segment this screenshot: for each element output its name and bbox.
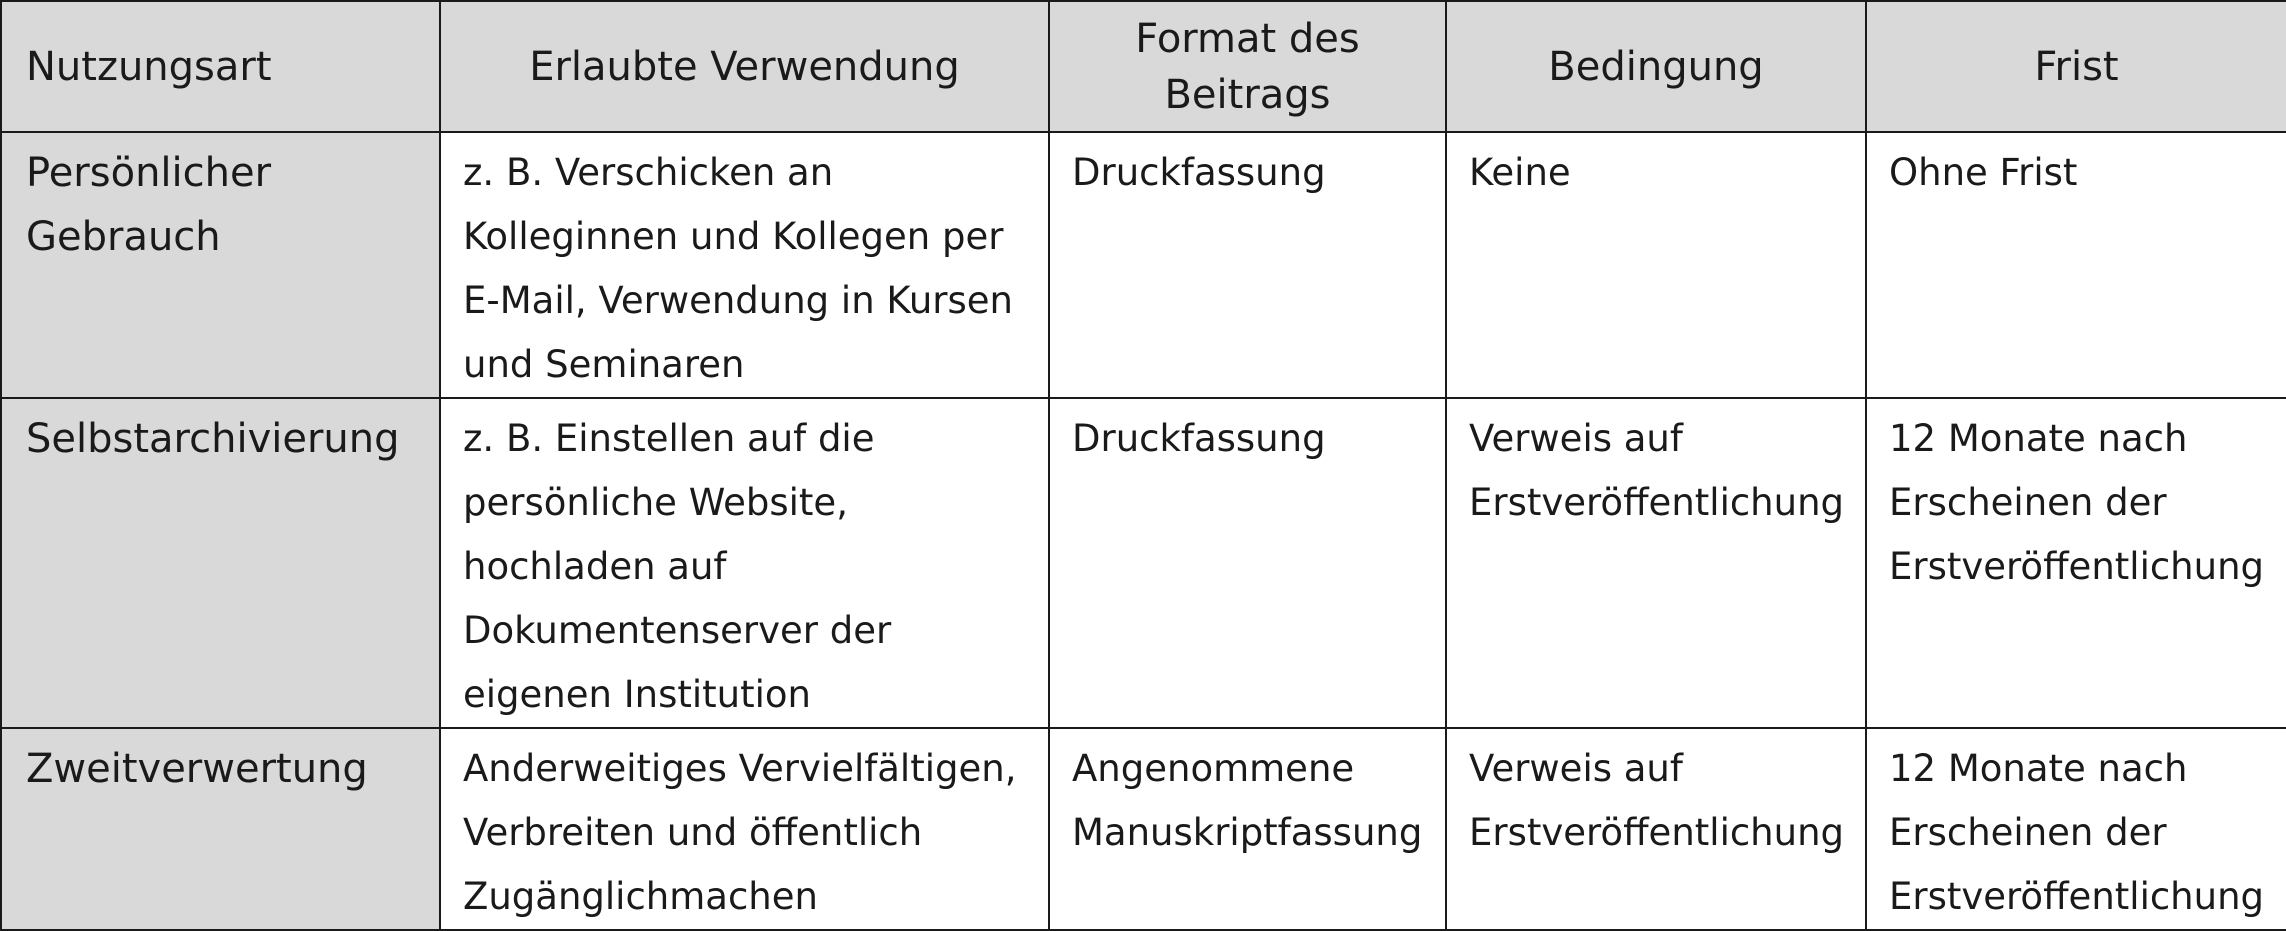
header-bedingung: Bedingung [1446,1,1866,132]
row-label [1,398,440,728]
table-row [1,728,2286,930]
cell-bedingung: Verweis auf Erstveröffentlichung [1446,728,1866,930]
row-label-text: Zweitverwertung [26,746,368,792]
cell-format: Druckfassung [1049,132,1446,398]
header-frist: Frist [1866,1,2286,132]
header-erlaubte-verwendung: Erlaubte Verwendung [440,1,1049,132]
cell-verwendung: z. B. Verschicken an Kolleginnen und Kollegen per E-Mail, Verwendung in Kursen und Seminaren [440,132,1049,398]
header-nutzungsart: Nutzungsart [1,1,440,132]
row-label [1,728,440,930]
table-row [1,398,2286,728]
cell-format: Angenommene Manuskriptfassung [1049,728,1446,930]
cell-bedingung: Keine [1446,132,1866,398]
table-row [1,132,2286,398]
row-label [1,132,440,398]
cell-verwendung: Anderweitiges Vervielfältigen, Verbreiten und öffentlich Zugänglichmachen [440,728,1049,930]
cell-bedingung: Verweis auf Erstveröffentlichung [1446,398,1866,728]
cell-verwendung: z. B. Einstellen auf die persönliche Website, hochladen auf Dokumentenserver der eigenen Institution [440,398,1049,728]
table-body [1,132,2286,930]
cell-frist: 12 Monate nach Erscheinen der Erstveröffentlichung [1866,398,2286,728]
header-format-des-beitrags: Format des Beitrags [1049,1,1446,132]
cell-frist: 12 Monate nach Erscheinen der Erstveröffentlichung [1866,728,2286,930]
row-label-text: Persönlicher Gebrauch [26,150,272,260]
row-label-text: Selbstarchivierung [26,416,400,462]
cell-frist: Ohne Frist [1866,132,2286,398]
header-row [1,1,2286,132]
table-header [1,1,2286,132]
cell-format: Druckfassung [1049,398,1446,728]
